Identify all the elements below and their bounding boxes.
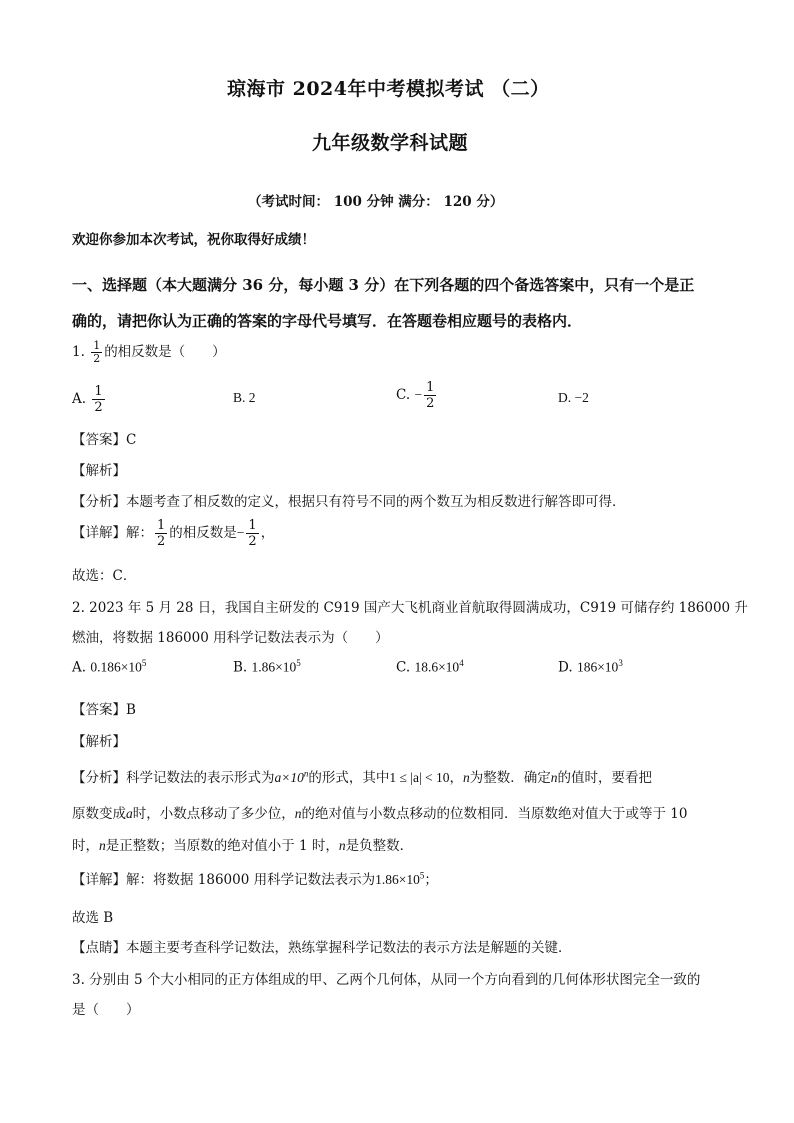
q2-option-c: C. $18.6\times 10^4$ bbox=[396, 658, 464, 676]
q2-analysis-label: 【解析】 bbox=[72, 734, 126, 750]
q2-stem-line2: 燃油，将数据 186000 用科学记数法表示为（ ） bbox=[72, 630, 389, 646]
q2-stem-line1: 2. 2023 年 5 月 28 日，我国自主研发的 C919 国产大飞机商业首航取得圆满成功，C919 可储存约 186000 升 bbox=[72, 600, 748, 616]
q2-detail: 【详解】解：将数据 186000 用科学记数法表示为$1.86\times 10^5$； bbox=[72, 870, 438, 888]
q2-option-b: B. $1.86\times 10^5$ bbox=[233, 658, 301, 676]
q3-stem-line2: 是（ ） bbox=[72, 1002, 140, 1018]
q1-number: 1. bbox=[72, 344, 85, 360]
q2-option-d: D. $186\times 10^3$ bbox=[558, 658, 623, 676]
q1-option-c: C. − $\frac{1}{2}$ bbox=[396, 380, 435, 411]
q2-dianjing: 【点睛】本题主要考查科学记数法，熟练掌握科学记数法的表示方法是解题的关键． bbox=[72, 940, 572, 956]
q1-stem-suffix: 的相反数是（ ） bbox=[104, 344, 226, 360]
section1-line1: 一、选择题（本大题满分 36 分，每小题 3 分）在下列各题的四个备选答案中，只有一个是正 bbox=[72, 276, 695, 294]
q2-fenxi-line2: 原数变成a时，小数点移动了多少位，n的绝对值与小数点移动的位数相同．当原数绝对值大于或等于 10 bbox=[72, 806, 688, 822]
q1-fenxi: 【分析】本题考查了相反数的定义，根据只有符号不同的两个数互为相反数进行解答即可得． bbox=[72, 494, 626, 510]
welcome-text: 欢迎你参加本次考试，祝你取得好成绩！ bbox=[72, 232, 315, 248]
q1-detail: 【详解】解： $\frac{1}{2}$ 的相反数是− $\frac{1}{2}$ ， bbox=[72, 518, 275, 549]
q2-fenxi-line3: 时，n是正整数；当原数的绝对值小于 1 时，n是负整数． bbox=[72, 838, 414, 854]
q1-option-d: D. −2 bbox=[558, 390, 589, 405]
q1-choice: 故选：C． bbox=[72, 568, 137, 584]
q1-option-a: A. $\frac{1}{2}$ bbox=[72, 384, 103, 415]
q1-analysis-label: 【解析】 bbox=[72, 463, 126, 479]
q2-choice: 故选 B bbox=[72, 910, 114, 926]
q2-fenxi-line1: 【分析】科学记数法的表示形式为$a\times 10^n$的形式，其中1 ≤ |a| < 10，n为整数．确定n的值时，要看把 bbox=[72, 768, 653, 786]
q1-fraction: $\frac{1}{2}$ bbox=[93, 339, 101, 365]
q1-stem bbox=[72, 340, 226, 365]
q1-answer: 【答案】C bbox=[72, 432, 137, 448]
q1-option-b: B. 2 bbox=[233, 390, 256, 405]
q3-stem-line1: 3. 分别由 5 个大小相同的正方体组成的甲、乙两个几何体，从同一个方向看到的几何体形状图完全一致的 bbox=[72, 972, 701, 988]
q2-answer: 【答案】B bbox=[72, 702, 136, 718]
exam-title: 琼海市 2024年中考模拟考试 （二） bbox=[227, 78, 550, 100]
section1-line2: 确的，请把你认为正确的答案的字母代号填写．在答题卷相应题号的表格内． bbox=[72, 312, 583, 330]
exam-subtitle: 九年级数学科试题 bbox=[312, 132, 469, 154]
q2-option-a: A. $0.186\times 10^5$ bbox=[72, 658, 147, 676]
exam-info: （考试时间： 100 分钟 满分： 120 分） bbox=[248, 194, 504, 210]
